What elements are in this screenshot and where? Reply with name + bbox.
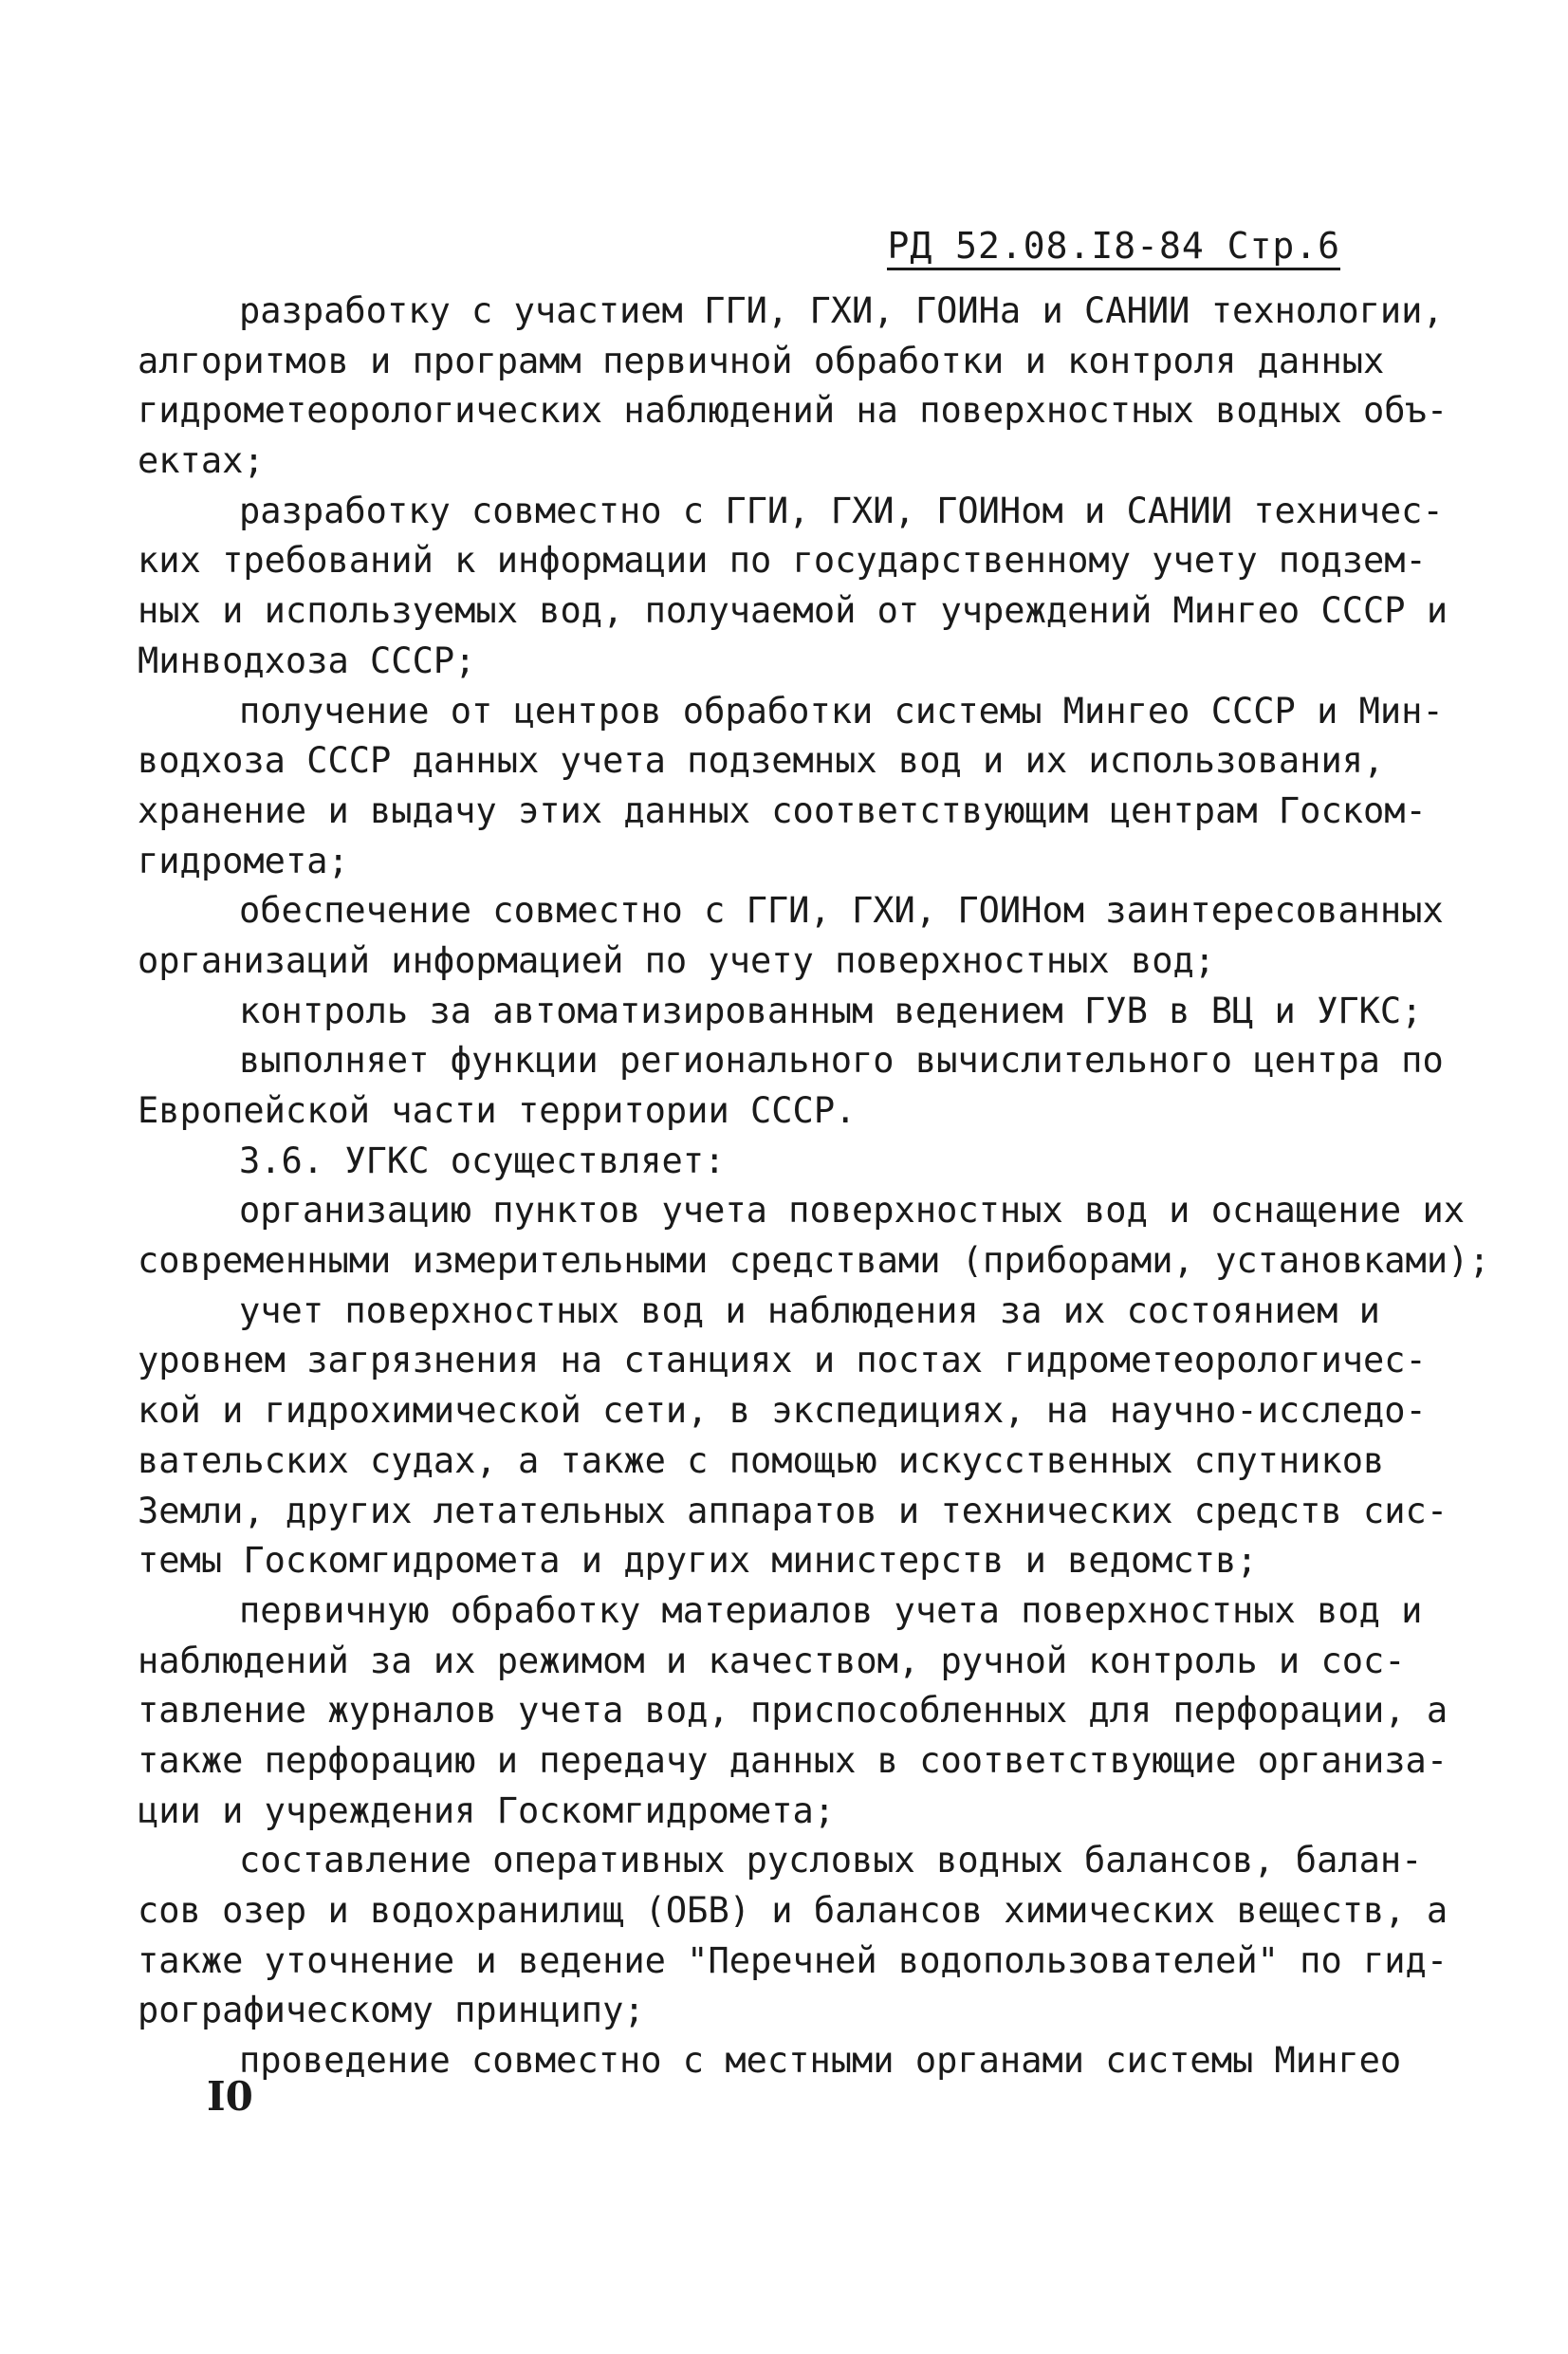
text-line: обеспечение совместно с ГГИ, ГХИ, ГОИНом заинтересованных bbox=[239, 890, 1444, 932]
text-line: тавление журналов учета вод, приспособленных для перфорации, а bbox=[138, 1690, 1448, 1732]
text-line: гидромета; bbox=[138, 840, 349, 881]
text-line: проведение совместно с местными органами системы Мингео bbox=[239, 2040, 1402, 2082]
text-line: рографическому принципу; bbox=[138, 1990, 645, 2031]
text-line: разработку совместно с ГГИ, ГХИ, ГОИНом и САНИИ техничес- bbox=[239, 490, 1444, 531]
text-line: 3.6. УГКС осуществляет: bbox=[239, 1140, 726, 1181]
text-line: Минводхоза СССР; bbox=[138, 639, 476, 681]
text-line: контроль за автоматизированным ведением ГУВ в ВЦ и УГКС; bbox=[239, 990, 1423, 1031]
text-line: водхоза СССР данных учета подземных вод и их использования, bbox=[138, 740, 1385, 782]
text-line: получение от центров обработки системы Мингео СССР и Мин- bbox=[239, 690, 1444, 732]
page-number: I0 bbox=[207, 2073, 253, 2120]
text-line: также уточнение и ведение "Перечней водопользователей" по гид- bbox=[138, 1939, 1448, 1981]
text-line: алгоритмов и программ первичной обработки и контроля данных bbox=[138, 340, 1385, 381]
text-line: сов озер и водохранилищ (ОБВ) и балансов химических веществ, а bbox=[138, 1890, 1448, 1931]
text-line: ции и учреждения Госкомгидромета; bbox=[138, 1789, 836, 1831]
text-line: ектах; bbox=[138, 440, 265, 482]
body-text bbox=[138, 287, 1490, 2086]
text-line: хранение и выдачу этих данных соответствующим центрам Госком- bbox=[138, 789, 1427, 831]
text-line: современными измерительными средствами (приборами, установками); bbox=[138, 1240, 1490, 1282]
text-line: выполняет функции регионального вычислительного центра по bbox=[239, 1040, 1444, 1082]
text-line: организацию пунктов учета поверхностных вод и оснащение их bbox=[239, 1190, 1466, 1232]
text-line: Европейской части территории СССР. bbox=[138, 1090, 857, 1131]
text-line: вательских судах, а также с помощью искусственных спутников bbox=[138, 1439, 1385, 1481]
text-line: также перфорацию и передачу данных в соответствующие организа- bbox=[138, 1739, 1448, 1781]
text-line: гидрометеорологических наблюдений на поверхностных водных объ- bbox=[138, 390, 1448, 432]
text-line: кой и гидрохимической сети, в экспедициях, на научно-исследо- bbox=[138, 1390, 1427, 1432]
text-line: первичную обработку материалов учета поверхностных вод и bbox=[239, 1589, 1423, 1631]
document-reference-header: РД 52.08.I8-84 Стр.6 bbox=[887, 228, 1340, 270]
text-line: ных и используемых вод, получаемой от учреждений Мингео СССР и bbox=[138, 590, 1448, 632]
text-line: организаций информацией по учету поверхностных вод; bbox=[138, 939, 1216, 981]
text-line: ких требований к информации по государственному учету подзем- bbox=[138, 540, 1427, 582]
text-line: наблюдений за их режимом и качеством, ручной контроль и сос- bbox=[138, 1640, 1406, 1681]
text-line: учет поверхностных вод и наблюдения за их состоянием и bbox=[239, 1289, 1380, 1331]
text-line: уровнем загрязнения на станциях и постах гидрометеорологичес- bbox=[138, 1340, 1427, 1381]
text-line: разработку с участием ГГИ, ГХИ, ГОИНа и САНИИ технологии, bbox=[239, 290, 1444, 331]
text-line: темы Госкомгидромета и других министерств и ведомств; bbox=[138, 1540, 1258, 1582]
text-line: Земли, других летательных аппаратов и технических средств сис- bbox=[138, 1490, 1448, 1531]
text-line: составление оперативных русловых водных балансов, балан- bbox=[239, 1840, 1423, 1881]
